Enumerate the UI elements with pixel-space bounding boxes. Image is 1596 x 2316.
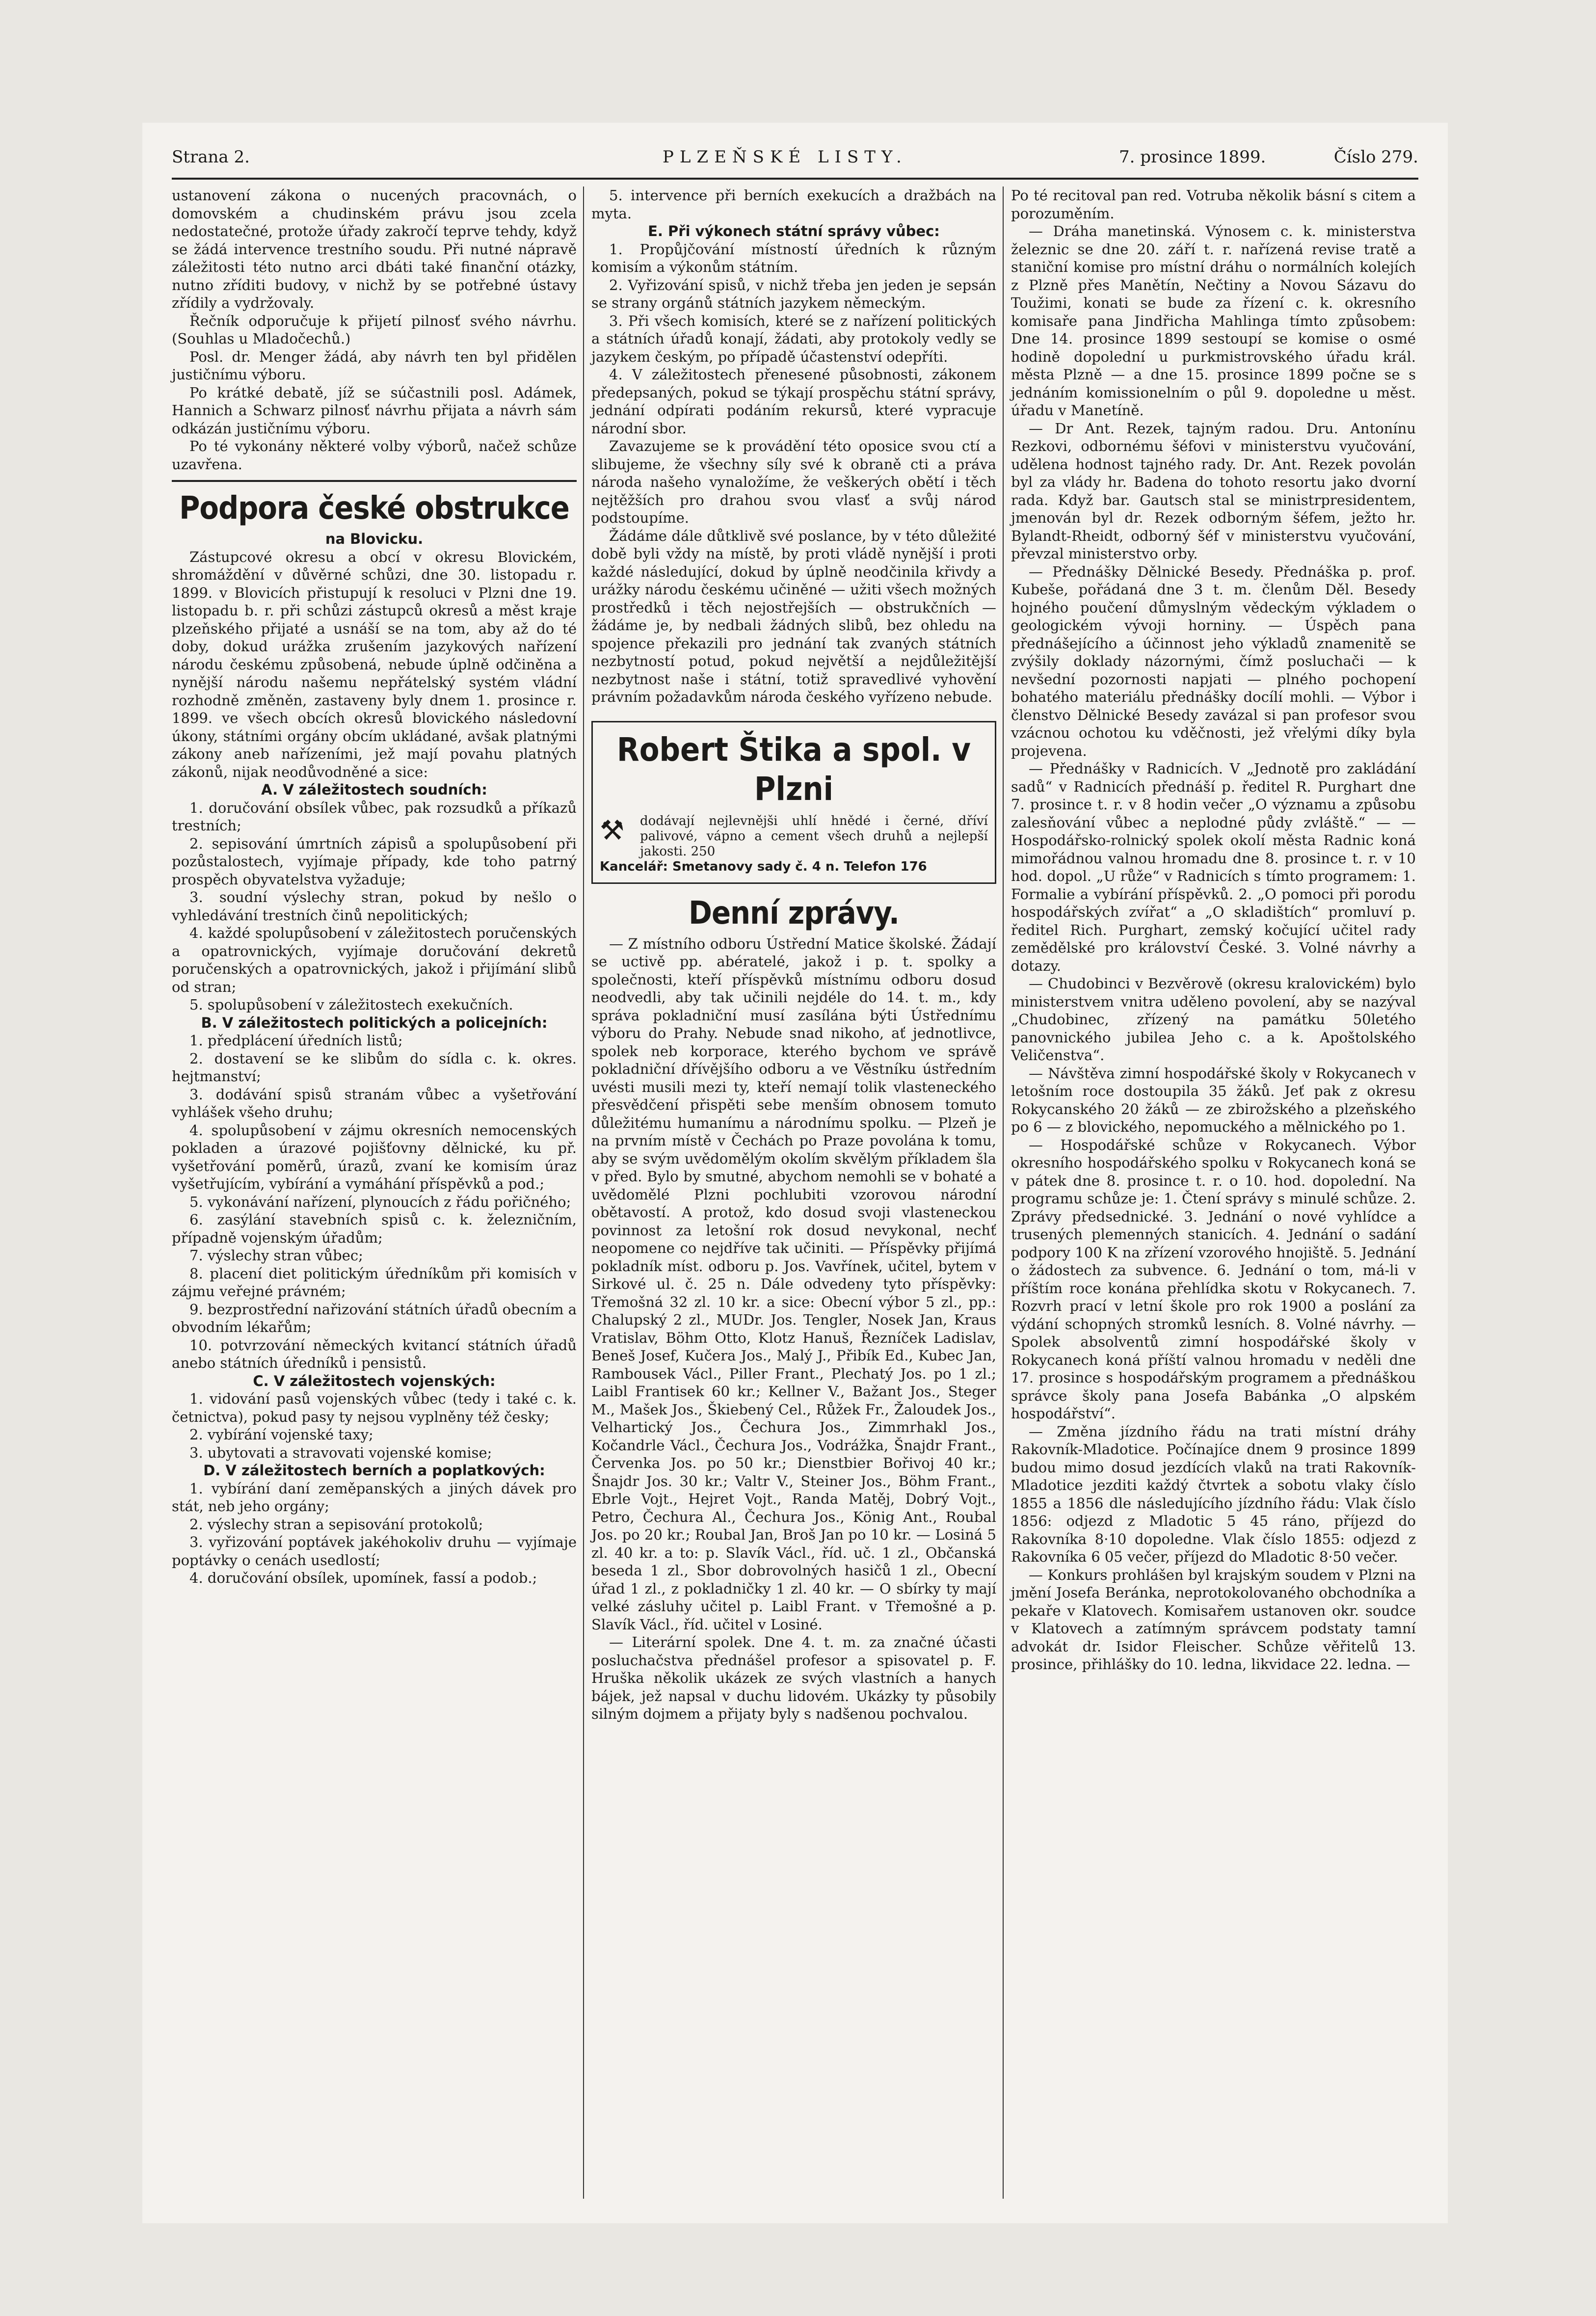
paragraph: Řečník odporučuje k přijetí pilnosť svého návrhu. (Souhlas u Mladočechů.)	[172, 312, 577, 347]
news-item: — Konkurs prohlášen byl krajským soudem v Plzni na jmění Josefa Beránka, neprotokolovaného obchodníka a pekaře v Klatovech. Komisařem ustanoven okr. soudce v Klatovech a zatímným správcem podstaty tamní advokát dr. Isidor Fleischer. Schůze věřitelů 13. prosince, přihlášky do 10. ledna, likvidace 22. ledna. —	[1011, 1566, 1416, 1673]
news-item: — Hospodářské schůze v Rokycanech. Výbor okresního hospodářského spolku v Rokycanech koná se v pátek dne 8. prosince t. r. o 10. hod. dopolední. Na programu schůze je: 1. Čtení správy s minulé schůze. 2. Zprávy předsednické. 3. Jednání o nové vyhlídce a trusených plemenných stanicích. 4. Jednání o sadání podpory 100 K na zřízení vzorového hnojiště. 5. Jednání o žádostech za subvence. 6. Jednání o tom, má-li v příštím roce konána přehlídka skotu v Rokycanech. 7. Rozvrh prací v letní škole pro rok 1900 a poslání za výdání schopných stromků lesních. 8. Volné návrhy. — Spolek absolventů zimní hospodářské školy v Rokycanech koná příští valnou hromadu v neděli dne 17. prosince s hospodářským programem a přednáškou správce školy pana Josefa Babánka „O alpském hospodářství“.	[1011, 1136, 1416, 1422]
news-item: — Z místního odboru Ústřední Matice školské. Žádají se uctivě pp. abératelé, jakož i p. t. spolky a společnosti, kteří příspěvků místnímu odboru dosud neodvedli, aby tak učinili nejdéle do 14. t. m., kdy správa pokladniční musí zasílána býti Ústřednímu výboru do Prahy. Nebude snad nikoho, ať jednotlivce, spolek neb korporace, kterého bychom ve správě pokladniční dřívějšího odboru a ve Věstníku ústředním uvésti musili mezi ty, kteří nemají tolik vlasteneckého přesvědčení přispěti sebe menším obnosem tomuto důležitému humanímu a národnímu spolku. — Plzeň je na prvním místě v Čechách po Praze povolána k tomu, aby se svým uvědomělým okolím skvělým příkladem šla v před. Bylo by smutné, abychom nemohli se v bohaté a uvědomělé Plzni pochlubiti vzorovou národní obětavostí. A protož, kdo dosud svoji vlasteneckou povinnost za letošní rok dosud nevykonal, nechť neopomene co nejdříve tak učiniti. — Příspěvky přijímá pokladník míst. odboru p. Jos. Vavřínek, učitel, bytem v Sirkové ul. č. 25 n. Dále odvedeny tyto příspěvky: Třemošná 32 zl. 10 kr. a sice: Obecní výbor 5 zl., pp.: Chalupský 2 zl., MUDr. Jos. Tengler, Nosek Jan, Kraus Vratislav, Böhm Otto, Klotz Hanuš, Řezníček Ladislav, Beneš Josef, Kučera Jos., Malý J., Přibík Ed., Kubec Jan, Rambousek Václ., Piller Frant., Plechatý Jos. po 1 zl.; Laibl Frantisek 60 kr.; Kellner V., Bažant Jos., Steger M., Mašek Jos., Škiebený Cel., Růžek Fr., Žaloudek Jos., Velhartický Jos., Čechura Jos., Zimmrhakl Jos., Kočandrle Václ., Čechura Jos., Vodrážka, Šnajdr Frant., Červenka Jos. po 50 kr.; Dienstbier Bořivoj 40 kr.; Šnajdr Jos. 30 kr.; Valtr V., Steiner Jos., Böhm Frant., Ebrle Vojt., Hejret Vojt., Randa Matěj, Dobrý Vojt., Petro, Čechura Al., Čechura Jos., König Ant., Roubal Jos. po 20 kr.; Roubal Jan, Broš Jan po 10 kr. — Losiná 5 zl. 40 kr. a to: p. Slavík Václ., říd. uč. 1 zl., Občanská beseda 1 zl., Sbor dobrovolných hasičů 1 zl., Obecní úřad 1 zl., z pokladničky 1 zl. 40 kr. — O sbírky ty mají velké zásluhy učitel p. Laibl Frant. v Třemošné a p. Slavík Václ., říd. učitel v Losiné.	[591, 935, 996, 1633]
list-item: 5. intervence při berních exekucích a dražbách na myta.	[591, 187, 996, 222]
section-heading: C. V záležitostech vojenských:	[253, 1372, 496, 1389]
list-item: 2. vybírání vojenské taxy;	[189, 1426, 373, 1443]
list-item: 5. vykonávání nařízení, plynoucích z řádu pořičného;	[189, 1193, 571, 1210]
list-item: 4. každé spolupůsobení v záležitostech poručenských a opatrovnických, vyjímaje doručování dekretů poručenských a opatrovnických, jakož i přijímání slibů od stran;	[172, 925, 577, 995]
list-item: 4. spolupůsobení v zájmu okresních nemocenských pokladen a úrazové pojišťovny dělnické, ku př. vyšetřování poměrů, úrazů, zvaní ke komisím úraz vyšetřujícím, vybírání a vymáhání příspěvků a pod.;	[172, 1121, 577, 1192]
article-subhead: na Blovicku.	[325, 531, 424, 547]
masthead-title: PLZEŇSKÉ LISTY.	[663, 147, 907, 167]
column-2	[591, 186, 996, 1723]
list-item: 8. placení diet politickým úředníkům při komisích v zájmu veřejné právném;	[172, 1265, 577, 1300]
list-item: 2. výslechy stran a sepisování protokolů;	[189, 1516, 483, 1533]
page-header	[172, 147, 1418, 177]
issue-date: 7. prosince 1899.	[1119, 147, 1266, 167]
news-item: — Literární spolek. Dne 4. t. m. za značné účasti posluchačstva přednášel profesor a spisovatel p. F. Hruška několik ukázek ze svých vlastních a hanych bájek, jež napsal v duchu lidovém. Ukázky ty působily silným dojmem a přijaty byly s nadšenou pochvalou.	[591, 1634, 996, 1722]
news-item: Po té recitoval pan red. Votruba několik básní s citem a porozuměním.	[1011, 187, 1416, 222]
list-item: 6. zasýlání stavebních spisů c. k. železničním, případně vojenským úřadům;	[172, 1211, 577, 1246]
advertisement	[591, 721, 996, 884]
list-item: 2. sepisování úmrtních zápisů a spolupůsobení při pozůstalostech, vyjímaje případy, kde toho patrný prospěch obyvatelstva vyžaduje;	[172, 835, 577, 888]
ad-brand: Robert Štika a spol. v Plzni	[617, 730, 971, 808]
list-item: 9. bezprostřední nařizování státních úřadů obecním a obvodním lékařům;	[172, 1301, 577, 1335]
list-item: 2. dostavení se ke slibům do sídla c. k. okres. hejtmanství;	[172, 1050, 577, 1085]
news-item: — Chudobinci v Bezvěrově (okresu kralovickém) bylo ministerstvem vnitra uděleno povolení, aby se nazýval „Chudobinec, zřízený na památku 50letého panovnického jubilea Jeho c. a k. Apoštolského Veličenstva“.	[1011, 975, 1416, 1064]
list-item: 1. Propůjčování místností úředních k různým komisím a výkonům státním.	[591, 240, 996, 275]
hammer-pick-icon: ⚒	[600, 814, 625, 847]
news-item: — Dráha manetinská. Výnosem c. k. ministerstva železnic se dne 20. září t. r. nařízená revise tratě a staniční komise pro místní dráhu o normálních kolejích z Plzně přes Manětín, Nečtiny a Novou Sázavu do Toužimi, konati se bude za řízení c. k. okresního komisaře pana Jindřicha Mahlinga tímto způsobem: Dne 14. prosince 1899 sestoupí se komise o osmé hodině dopolední u purkmistrovského úřadu král. města Plzně — a dne 15. prosince 1899 počne se s jednáním komissionelním o půl 9. dopoledne u měst. úřadu v Manetíně.	[1011, 223, 1416, 419]
list-item: 3. dodávání spisů stranám vůbec a vyšetřování vyhlášek všeho druhu;	[172, 1086, 577, 1120]
list-item: 1. vybírání daní zeměpanských a jiných dávek pro stát, neb jeho orgány;	[172, 1480, 577, 1515]
ad-office: Kancelář: Smetanovy sady č. 4 n. Telefon 176	[600, 859, 927, 874]
section-heading: B. V záležitostech politických a policejních:	[201, 1014, 548, 1031]
list-item: 1. předplácení úředních listů;	[189, 1032, 403, 1049]
paragraph: Žádáme dále důtklivě své poslance, by v této důležité době byli vždy na místě, by proti vládě nynější i proti každé následující, dokud by úplně neodčinila křivdy a urážky národu českému učiněné — užiti všech možných prostředků i těch nejostřejších — obstrukčních — žádáme je, by nedbali žádných slibů, bez ohledu na spojence překazili pro jednání tak zvaných státních nezbytností potud, pokud největší a nejdůležitější nezbytnost naše i státní, totiž spravedlivé vyhovění právním požadavkům národa českého vyřízeno nebude.	[591, 527, 996, 705]
column-1	[172, 186, 577, 1587]
paragraph: Posl. dr. Menger žádá, aby návrh ten byl přidělen justičnímu výboru.	[172, 348, 577, 383]
paragraph: Po krátké debatě, jíž se súčastnili posl. Adámek, Hannich a Schwarz pilnosť návrhu přijata a návrh sám odkázán justičnímu výboru.	[172, 384, 577, 437]
list-item: 2. Vyřizování spisů, v nichž třeba jen jeden je sepsán se strany orgánů státních jazykem německým.	[591, 276, 996, 311]
list-item: 10. potvrzování německých kvitancí státních úřadů anebo státních úředníků i pensistů.	[172, 1336, 577, 1371]
list-item: 5. spolupůsobení v záležitostech exekučních.	[189, 996, 513, 1013]
list-item: 7. výslechy stran vůbec;	[189, 1247, 363, 1264]
page-number: Strana 2.	[172, 147, 250, 167]
paragraph: Zástupcové okresu a obcí v okresu Blovickém, shromáždění v důvěrné schůzi, dne 30. listopadu r. 1899. v Blovicích přistupují k resoluci v Plzni dne 19. listopadu b. r. při schůzi zástupců okresů a měst kraje plzeňského přijaté a usnáší se na tom, aby až do té doby, dokud urážka zrušením jazykových nařízení národu českému způsobená, nebude úplně odčiněna a nynější národu našemu nepřátelský systém vládní rozhodně změněn, zastaveny byly dnem 1. prosince r. 1899. ve všech obcích okresů blovického následovní úkony, státními orgány obcím ukládané, avšak platnými zákony aneb nařízeními, jež mají povahu platných zákonů, nijak neodůvodněné a sice:	[172, 548, 577, 780]
newspaper-page	[142, 123, 1448, 2223]
section-heading: A. V záležitostech soudních:	[261, 781, 487, 798]
article-headline: Podpora české obstrukce	[179, 490, 569, 527]
paragraph: Po té vykonány některé volby výborů, načež schůze uzavřena.	[172, 438, 577, 473]
news-item: — Návštěva zimní hospodářské školy v Rokycanech v letošním roce dostoupila 35 žáků. Jeť pak z okresu Rokycanského 20 žáků — ze zbirožského a plzeňského po 6 — z blovického, nepomuckého a mělnického po 1.	[1011, 1065, 1416, 1135]
article-separator	[172, 480, 577, 482]
column-divider	[583, 186, 584, 2199]
news-item: — Dr Ant. Rezek, tajným radou. Dru. Antonínu Rezkovi, odbornému šéfovi v ministerstvu vyučování, udělena hodnost tajného rady. Dr. Ant. Rezek povolán byl za vlády hr. Badena do tohoto resortu jako dvorní rada. Když bar. Gautsch stal se ministrpresidentem, jmenován byl dr. Rezek odborným šéfem, ježto hr. Bylandt-Rheidt, odborný šéf v ministerstvu vyučování, převzal ministerstvo orby.	[1011, 420, 1416, 562]
column-divider	[1003, 186, 1004, 2199]
news-item: — Přednášky v Radnicích. V „Jednotě pro zakládání sadů“ v Radnicích přednáší p. ředitel R. Purghart dne 7. prosince t. r. v 8 hodin večer „O významu a způsobu zalesňování vůbec a neplodné půdy zvláště.“ — — Hospodářsko-rolnický spolek okolí města Radnic koná mimořádnou valnou hromadu dne 8. prosince t. r. v 10 hod. dopol. „U růže“ v Radnicích s tímto programem: 1. Formalie a vybírání příspěvků. 2. „O pomoci při porodu hospodářských zvířat“ a „O skladištích“ promluví p. ředitel Rich. Purghart, zemský kočující učitel rady zemědělské pro království České. 3. Volné návrhy a dotazy.	[1011, 760, 1416, 974]
ad-text: dodávají nejlevnějši uhlí hnědé i černé, dříví palivové, vápno a cement všech druhů a nejlepší jakosti. 250	[640, 813, 988, 859]
header-rule	[172, 178, 1418, 180]
section-headline: Denní zprávy.	[689, 895, 899, 932]
column-3	[1011, 186, 1416, 1674]
list-item: 3. Při všech komisích, které se z nařízení politických a státních úřadů konají, žádati, aby protokoly vedly se jazykem českým, po případě účastenství odepříti.	[591, 312, 996, 365]
list-item: 4. doručování obsílek, upomínek, fassí a podob.;	[189, 1570, 537, 1586]
paragraph: ustanovení zákona o nucených pracovnách, o domovském a chudinském právu jsou zcela nedostatečné, protože úřady zakročí teprve tehdy, když se žádá intervence trestního soudu. Při nutné nápravě záležitosti této nutno arci dbáti také finanční otázky, nutno zříditi budovy, v nichž by se potřebné ústavy zřídily a vydržovaly.	[172, 187, 577, 311]
list-item: 3. soudní výslechy stran, pokud by nešlo o vyhledávání trestních činů nepolitických;	[172, 889, 577, 924]
section-heading: D. V záležitostech berních a poplatkových:	[203, 1462, 545, 1479]
list-item: 3. ubytovati a stravovati vojenské komise;	[189, 1444, 492, 1461]
news-item: — Změna jízdního řádu na trati místní dráhy Rakovník-Mladotice. Počínajíce dnem 9 prosince 1899 budou mimo dosud jezdících vlaků na trati Rakovník-Mladotice jezditi každý čtvrtek a sobotu vlaky číslo 1855 a 1856 dle následujícího jízdního řádu: Vlak číslo 1856: odjezd z Mladotic 5 45 ráno, příjezd do Rakovníka 8·10 dopoledne. Vlak číslo 1855: odjezd z Rakovníka 6 05 večer, příjezd do Mladotic 8·50 večer.	[1011, 1423, 1416, 1565]
list-item: 3. vyřizování poptávek jakéhokoliv druhu — vyjímaje poptávky o cenách usedlostí;	[172, 1534, 577, 1569]
paragraph: Zavazujeme se k provádění této oposice svou ctí a slibujeme, že všechny síly své k obraně cti a práva národa našeho vynaložíme, že veškerých obětí i těch nejtěžších pro drahou svou vlasť a svůj národ podstoupíme.	[591, 438, 996, 526]
list-item: 1. doručování obsílek vůbec, pak rozsudků a příkazů trestních;	[172, 799, 577, 834]
issue-number: Číslo 279.	[1333, 147, 1418, 167]
section-heading: E. Při výkonech státní správy vůbec:	[648, 223, 940, 240]
news-item: — Přednášky Dělnické Besedy. Přednáška p. prof. Kubeše, pořádaná dne 3 t. m. členům Děl. Besedy hojného poučení důmyslným vědeckým výkladem o geologickém vývoji horniny. — Úspěch pana přednášejícího a účinnost jeho výkladů znamenitě se zvýšily doklady názornými, čímž posluchači — k nevšední pozornosti napjati — plného pochopení bohatého materiálu přednášky docílí mohli. — Výbor i členstvo Dělnické Besedy zavázal si pan profesor svou vzácnou ochotou ku vděčnosti, jež vřelými díky byla projevena.	[1011, 563, 1416, 759]
list-item: 4. V záležitostech přenesené působnosti, zákonem předepsaných, pokud se týkají prospěchu státní správy, jednání odpírati podáním rekursů, které vypracuje národní sbor.	[591, 366, 996, 437]
list-item: 1. vidování pasů vojenských vůbec (tedy i také c. k. četnictva), pokud pasy ty nejsou vyplněny též česky;	[172, 1390, 577, 1425]
